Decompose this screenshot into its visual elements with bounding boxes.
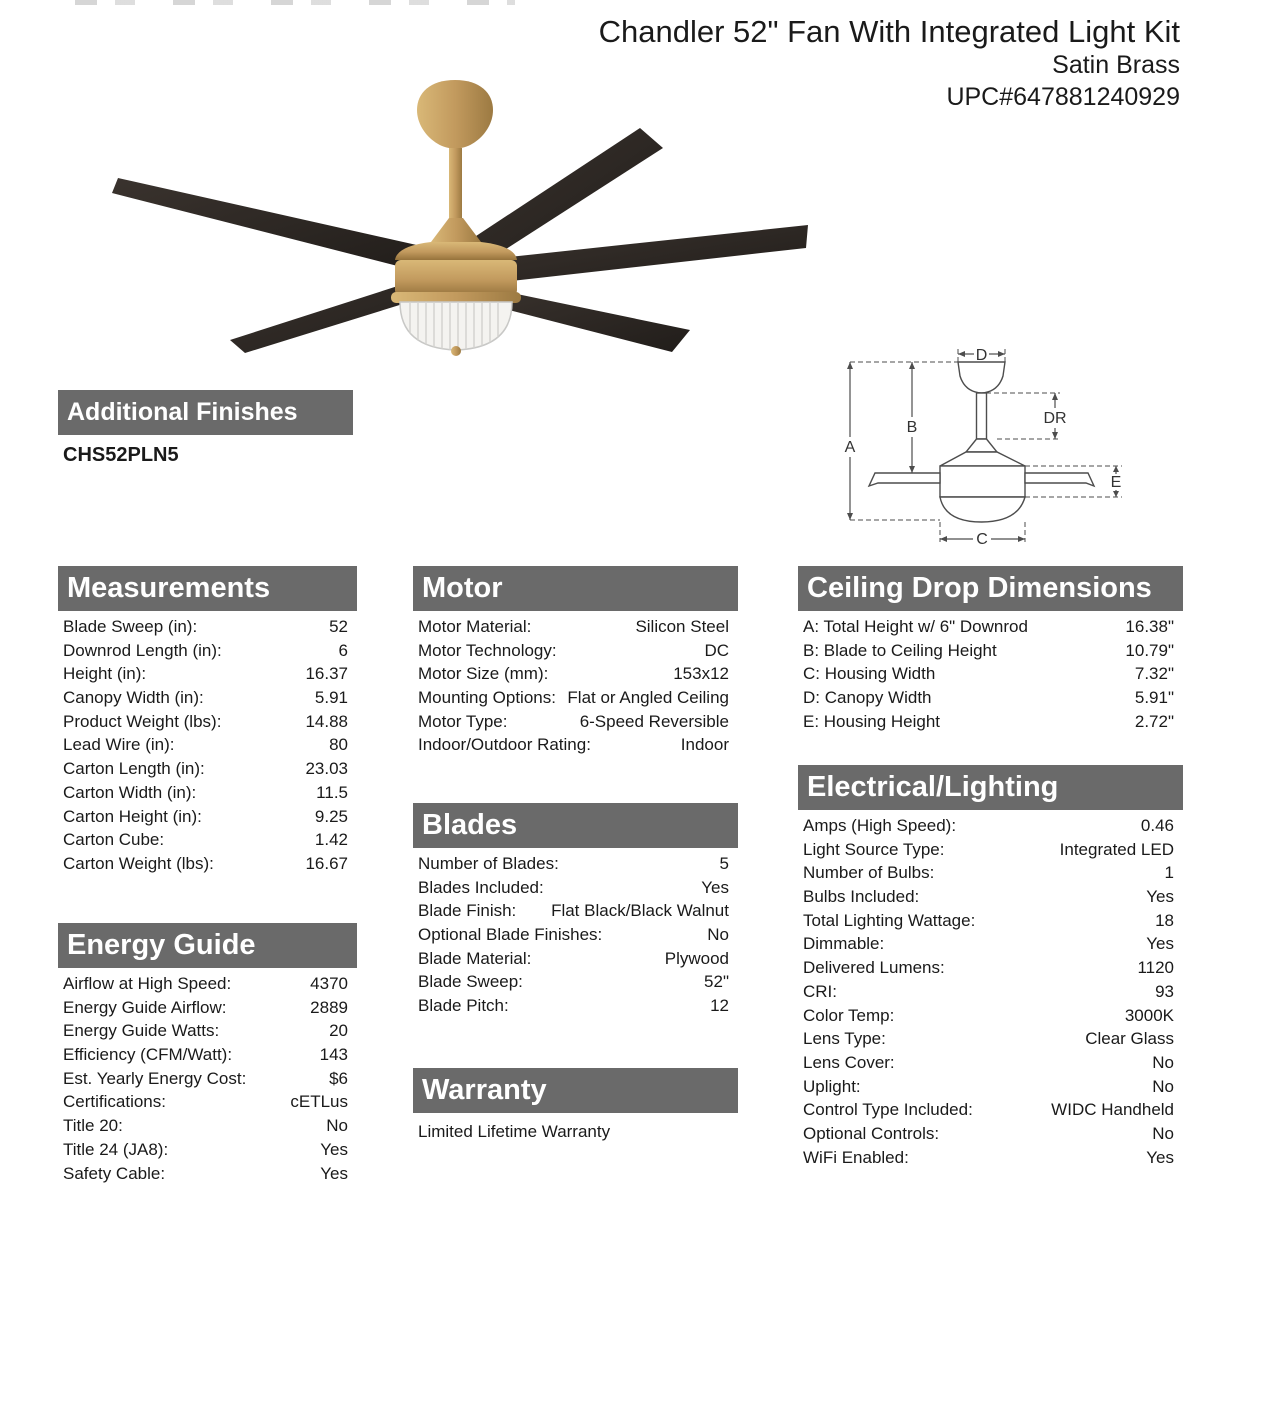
section-header-measurements: Measurements [58, 566, 357, 611]
spec-label: Energy Guide Airflow: [63, 997, 227, 1017]
spec-row [63, 998, 348, 1022]
spec-value: 16.38" [1125, 617, 1174, 636]
spec-value: 3000K [1124, 1005, 1174, 1025]
fan-motor-housing [395, 260, 517, 296]
spec-label: Certifications: [63, 1092, 166, 1112]
spec-label: Blade Sweep: [418, 972, 523, 992]
fan-canopy [417, 80, 493, 148]
electrical-rows [798, 816, 1183, 1171]
spec-label: Lens Type: [803, 1029, 886, 1049]
spec-label: Indoor/Outdoor Rating: [418, 735, 591, 755]
spec-value: 80 [329, 735, 348, 755]
spec-row [63, 1021, 348, 1045]
spec-value: 52 [329, 617, 348, 636]
spec-value: 93 [1155, 981, 1174, 1001]
spec-value: 10.79" [1125, 640, 1174, 660]
spec-row [418, 996, 729, 1020]
spec-label: Carton Length (in): [63, 759, 205, 779]
spec-value: 2.72" [1134, 711, 1174, 731]
fan-glass-dome [400, 302, 512, 350]
section-header-motor: Motor [413, 566, 738, 611]
spec-row [63, 664, 348, 688]
spec-label: Control Type Included: [803, 1100, 973, 1120]
spec-row [63, 735, 348, 759]
spec-value: No [707, 925, 729, 945]
spec-label: Optional Controls: [803, 1123, 940, 1143]
ceiling-drop-diagram [830, 332, 1150, 562]
spec-row [63, 641, 348, 665]
section-blades [413, 803, 738, 1020]
spec-label: Blade Sweep (in): [63, 617, 198, 636]
spec-label: Total Lighting Wattage: [803, 910, 976, 930]
section-warranty [413, 1068, 738, 1142]
spec-value: 6 [338, 640, 348, 660]
spec-value: Yes [1146, 934, 1174, 954]
cropped-text-remnant [75, 0, 515, 5]
section-header-warranty: Warranty [413, 1068, 738, 1113]
spec-value: Flat or Angled Ceiling [567, 688, 729, 708]
spec-row [803, 1100, 1174, 1124]
motor-rows [413, 617, 738, 759]
spec-row [803, 712, 1174, 736]
spec-row [803, 1077, 1174, 1101]
spec-value: 1 [1164, 863, 1174, 883]
spec-row [803, 840, 1174, 864]
spec-value: Clear Glass [1085, 1029, 1174, 1049]
spec-label: Airflow at High Speed: [63, 974, 232, 993]
spec-row [803, 664, 1174, 688]
spec-label: Color Temp: [803, 1005, 895, 1025]
fan-finial [451, 346, 461, 356]
spec-value: Plywood [664, 948, 729, 968]
spec-value: 12 [710, 996, 729, 1016]
energy-guide-rows [58, 974, 357, 1187]
spec-value: Indoor [680, 735, 729, 755]
spec-label: Bulbs Included: [803, 887, 920, 907]
spec-label: Downrod Length (in): [63, 640, 222, 660]
spec-label: E: Housing Height [803, 711, 941, 731]
spec-value: 6-Speed Reversible [579, 711, 729, 731]
spec-label: B: Blade to Ceiling Height [803, 640, 997, 660]
spec-row [418, 641, 729, 665]
spec-row [803, 641, 1174, 665]
spec-row [803, 863, 1174, 887]
warranty-text: Limited Lifetime Warranty [418, 1122, 611, 1141]
spec-value: 153x12 [673, 664, 729, 684]
section-measurements [58, 566, 357, 878]
spec-label: Blades Included: [418, 877, 544, 897]
spec-value: Flat Black/Black Walnut [551, 901, 729, 921]
spec-label: Safety Cable: [63, 1163, 166, 1183]
spec-value: 18 [1155, 910, 1174, 930]
spec-label: Product Weight (lbs): [63, 711, 222, 731]
product-title: Chandler 52" Fan With Integrated Light Kit [598, 14, 1180, 49]
spec-row [63, 759, 348, 783]
diagram-downrod [977, 393, 987, 439]
spec-label: Carton Cube: [63, 830, 165, 850]
spec-row [63, 1140, 348, 1164]
spec-row [803, 911, 1174, 935]
spec-value: cETLus [290, 1092, 348, 1112]
spec-value: 5 [719, 854, 729, 873]
spec-row [63, 1092, 348, 1116]
spec-row [418, 688, 729, 712]
spec-label: Canopy Width (in): [63, 688, 204, 708]
diagram-blade-right [1025, 473, 1094, 486]
spec-label: Blade Material: [418, 948, 532, 968]
spec-row [418, 901, 729, 925]
diagram-label-a: A [844, 439, 856, 456]
spec-value: 1120 [1137, 958, 1174, 978]
spec-row [803, 934, 1174, 958]
section-header-blades: Blades [413, 803, 738, 848]
spec-value: Yes [1146, 887, 1174, 907]
spec-row [803, 1124, 1174, 1148]
spec-label: Energy Guide Watts: [63, 1021, 220, 1041]
spec-row [418, 878, 729, 902]
spec-row [803, 1029, 1174, 1053]
spec-row [803, 887, 1174, 911]
diagram-dome [940, 497, 1025, 522]
measurements-rows [58, 617, 357, 878]
section-motor [413, 566, 738, 759]
product-upc: UPC#647881240929 [946, 83, 1180, 111]
spec-row [418, 617, 729, 641]
diagram-canopy [958, 362, 1005, 393]
spec-value: 14.88 [305, 711, 348, 731]
spec-row [63, 854, 348, 878]
diagram-blade-left [869, 473, 940, 486]
spec-row [418, 664, 729, 688]
spec-label: Blade Finish: [418, 901, 517, 921]
spec-value: 7.32" [1134, 664, 1174, 684]
spec-value: 0.46 [1140, 816, 1174, 835]
spec-row [803, 958, 1174, 982]
blades-rows [413, 854, 738, 1020]
product-finish: Satin Brass [1052, 51, 1180, 79]
spec-row [63, 1116, 348, 1140]
spec-value: $6 [329, 1068, 348, 1088]
spec-row [63, 807, 348, 831]
fan-blade-upper-right [470, 128, 663, 258]
diagram-label-b: B [906, 419, 918, 436]
section-electrical-lighting [798, 765, 1183, 1171]
spec-row [418, 854, 729, 878]
spec-value: DC [704, 640, 729, 660]
spec-value: 4370 [310, 974, 348, 993]
fan-blade-right [500, 225, 808, 282]
spec-label: Motor Material: [418, 617, 532, 636]
spec-value: 9.25 [314, 806, 348, 826]
spec-label: Optional Blade Finishes: [418, 925, 603, 945]
spec-label: CRI: [803, 981, 837, 1001]
spec-label: Est. Yearly Energy Cost: [63, 1068, 247, 1088]
section-header-energy-guide: Energy Guide [58, 923, 357, 968]
spec-row [63, 783, 348, 807]
spec-label: Carton Weight (lbs): [63, 853, 214, 873]
spec-value: WIDC Handheld [1051, 1100, 1174, 1120]
section-ceiling-drop-dimensions [798, 566, 1183, 735]
spec-row [803, 617, 1174, 641]
spec-label: Lens Cover: [803, 1052, 895, 1072]
fan-downrod [449, 148, 462, 220]
spec-value: 16.37 [305, 664, 348, 684]
spec-value: 5.91 [314, 688, 348, 708]
spec-label: Height (in): [63, 664, 147, 684]
spec-label: Amps (High Speed): [803, 816, 957, 835]
spec-row [63, 974, 348, 998]
section-additional-finishes [58, 390, 353, 467]
fan-downrod-flare [431, 218, 481, 242]
spec-label: Dimmable: [803, 934, 885, 954]
spec-value: 2889 [310, 997, 348, 1017]
spec-value: Yes [320, 1163, 348, 1183]
spec-row [63, 688, 348, 712]
spec-value: Yes [701, 877, 729, 897]
spec-label: Blade Pitch: [418, 996, 509, 1016]
spec-value: 11.5 [316, 782, 348, 802]
diagram-motor-top [940, 452, 1025, 466]
spec-row [418, 735, 729, 759]
spec-value: No [1152, 1076, 1174, 1096]
section-energy-guide [58, 923, 357, 1187]
spec-value: No [326, 1116, 348, 1136]
spec-value: Silicon Steel [635, 617, 729, 636]
spec-label: Uplight: [803, 1076, 861, 1096]
spec-label: Number of Blades: [418, 854, 559, 873]
spec-value: No [1152, 1052, 1174, 1072]
spec-label: Delivered Lumens: [803, 958, 945, 978]
spec-value: Integrated LED [1059, 839, 1174, 859]
spec-label: Number of Bulbs: [803, 863, 935, 883]
spec-row [803, 1006, 1174, 1030]
spec-label: Lead Wire (in): [63, 735, 175, 755]
spec-label: Carton Height (in): [63, 806, 202, 826]
spec-row [418, 712, 729, 736]
spec-value: 5.91" [1134, 688, 1174, 708]
spec-label: Motor Type: [418, 711, 508, 731]
spec-value: Yes [1146, 1147, 1174, 1167]
fan-blade-left [112, 178, 430, 273]
spec-value: 20 [329, 1021, 348, 1041]
finish-model-number: CHS52PLN5 [63, 444, 179, 466]
ceiling-drop-rows [798, 617, 1183, 735]
spec-value: 52" [704, 972, 729, 992]
diagram-label-dr: DR [1043, 410, 1067, 427]
spec-row [63, 712, 348, 736]
spec-label: D: Canopy Width [803, 688, 932, 708]
section-header-additional-finishes: Additional Finishes [58, 390, 353, 435]
spec-value: 143 [319, 1045, 348, 1065]
spec-row [418, 925, 729, 949]
diagram-label-c: C [976, 531, 988, 548]
spec-label: Light Source Type: [803, 839, 945, 859]
diagram-flare [966, 439, 997, 452]
spec-label: C: Housing Width [803, 664, 936, 684]
spec-value: 1.42 [314, 830, 348, 850]
spec-label: Title 20: [63, 1116, 123, 1136]
spec-label: Mounting Options: [418, 688, 556, 708]
fan-product-image [95, 58, 820, 358]
spec-value: Yes [320, 1139, 348, 1159]
spec-label: Efficiency (CFM/Watt): [63, 1045, 233, 1065]
spec-row [803, 1148, 1174, 1172]
spec-row [63, 1164, 348, 1188]
section-header-ceiling-drop: Ceiling Drop Dimensions [798, 566, 1183, 611]
spec-row [63, 1045, 348, 1069]
spec-label: A: Total Height w/ 6" Downrod [803, 617, 1028, 636]
spec-value: 23.03 [305, 759, 348, 779]
spec-row [418, 972, 729, 996]
spec-label: Motor Technology: [418, 640, 557, 660]
spec-row [803, 982, 1174, 1006]
diagram-label-e: E [1110, 474, 1122, 491]
spec-row [63, 617, 348, 641]
diagram-label-d: D [975, 347, 988, 364]
spec-row [803, 816, 1174, 840]
spec-label: Carton Width (in): [63, 782, 197, 802]
spec-value: No [1152, 1123, 1174, 1143]
spec-label: WiFi Enabled: [803, 1147, 909, 1167]
spec-row [63, 830, 348, 854]
spec-value: 16.67 [305, 853, 348, 873]
section-header-electrical-lighting: Electrical/Lighting [798, 765, 1183, 810]
spec-row [803, 1053, 1174, 1077]
spec-row [63, 1069, 348, 1093]
spec-label: Motor Size (mm): [418, 664, 549, 684]
spec-row [803, 688, 1174, 712]
spec-label: Title 24 (JA8): [63, 1139, 169, 1159]
diagram-housing [940, 466, 1025, 497]
spec-row [418, 949, 729, 973]
